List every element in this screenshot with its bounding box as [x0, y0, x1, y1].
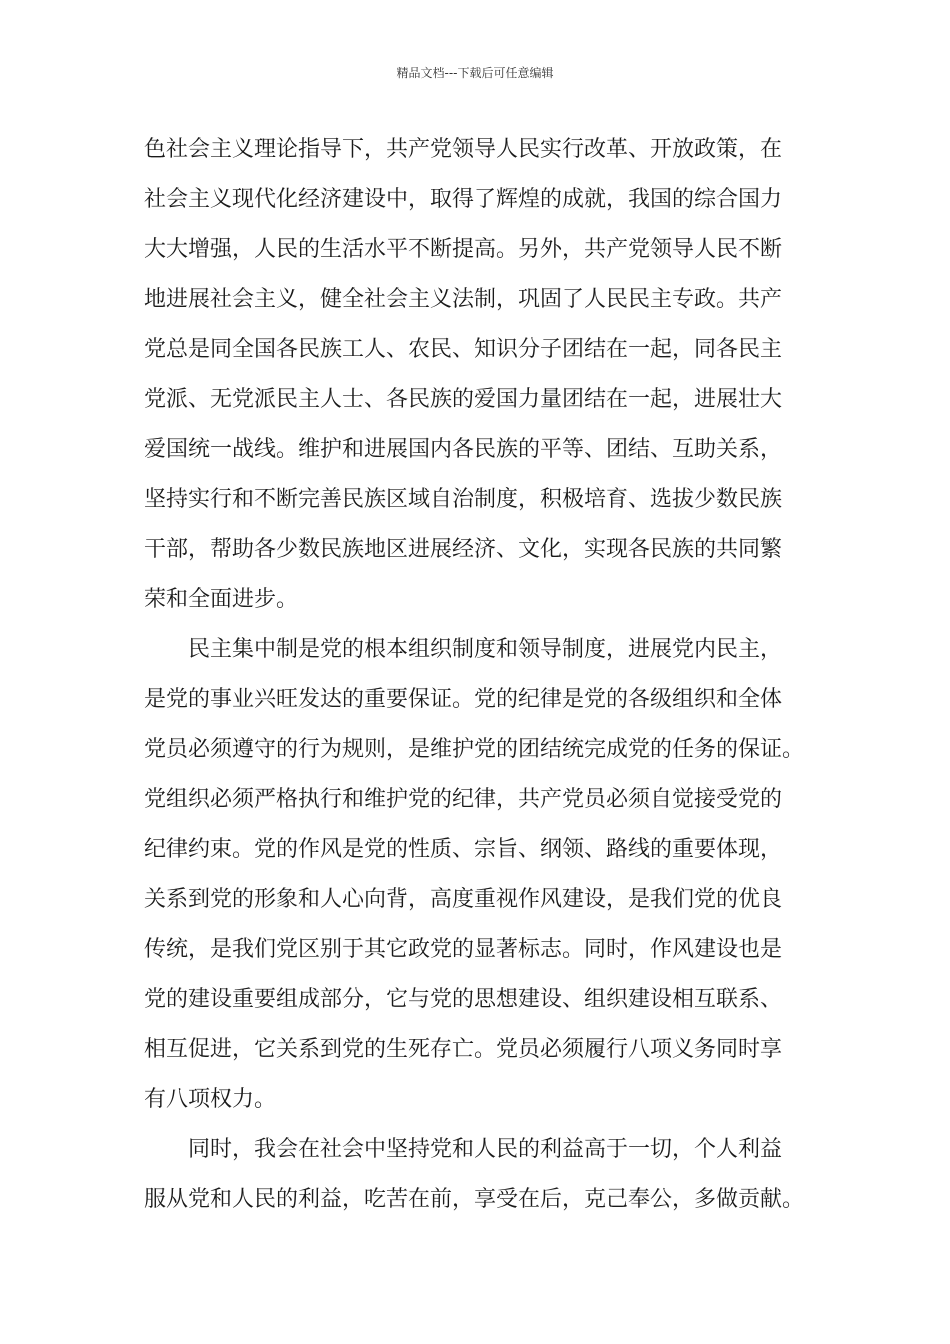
text-line: 党的建设重要组成部分，它与党的思想建设、组织建设相互联系、 [144, 987, 783, 1012]
paragraph [144, 134, 814, 634]
text-line: 民主集中制是党的根本组织制度和领导制度，进展党内民主， [188, 637, 783, 662]
text-line: 党组织必须严格执行和维护党的纪律，共产党员必须自觉接受党的 [144, 787, 783, 812]
text-line: 是党的事业兴旺发达的重要保证。党的纪律是党的各级组织和全体 [144, 687, 783, 712]
text-line: 党总是同全国各民族工人、农民、知识分子团结在一起，同各民主 [144, 337, 783, 362]
text-line: 色社会主义理论指导下，共产党领导人民实行改革、开放政策，在 [144, 137, 783, 162]
text-line: 党员必须遵守的行为规则，是维护党的团结统完成党的任务的保证。 [144, 737, 805, 762]
paragraph [144, 1134, 814, 1234]
text-line: 干部，帮助各少数民族地区进展经济、文化，实现各民族的共同繁 [144, 537, 783, 562]
text-line: 服从党和人民的利益，吃苦在前，享受在后，克己奉公，多做贡献。 [144, 1187, 805, 1212]
text-line: 社会主义现代化经济建设中，取得了辉煌的成就，我国的综合国力 [144, 187, 783, 212]
text-line: 传统，是我们党区别于其它政党的显著标志。同时，作风建设也是 [144, 937, 783, 962]
text-line: 大大增强，人民的生活水平不断提高。另外，共产党领导人民不断 [144, 237, 783, 262]
text-line: 同时，我会在社会中坚持党和人民的利益高于一切，个人利益 [188, 1137, 783, 1162]
text-line: 关系到党的形象和人心向背，高度重视作风建设，是我们党的优良 [144, 887, 783, 912]
page-header: 精品文档---下载后可任意编辑 [396, 66, 554, 80]
text-line: 地进展社会主义，健全社会主义法制，巩固了人民民主专政。共产 [144, 287, 783, 312]
text-line: 纪律约束。党的作风是党的性质、宗旨、纲领、路线的重要体现， [144, 837, 783, 862]
text-line: 荣和全面进步。 [144, 587, 299, 612]
text-line: 有八项权力。 [144, 1087, 277, 1112]
paragraph [144, 634, 814, 1134]
text-line: 坚持实行和不断完善民族区域自治制度，积极培育、选拔少数民族 [144, 487, 783, 512]
text-line: 相互促进，它关系到党的生死存亡。党员必须履行八项义务同时享 [144, 1037, 783, 1062]
body-text [144, 134, 814, 1234]
text-line: 党派、无党派民主人士、各民族的爱国力量团结在一起，进展壮大 [144, 387, 783, 412]
text-line: 爱国统一战线。维护和进展国内各民族的平等、团结、互助关系， [144, 437, 783, 462]
